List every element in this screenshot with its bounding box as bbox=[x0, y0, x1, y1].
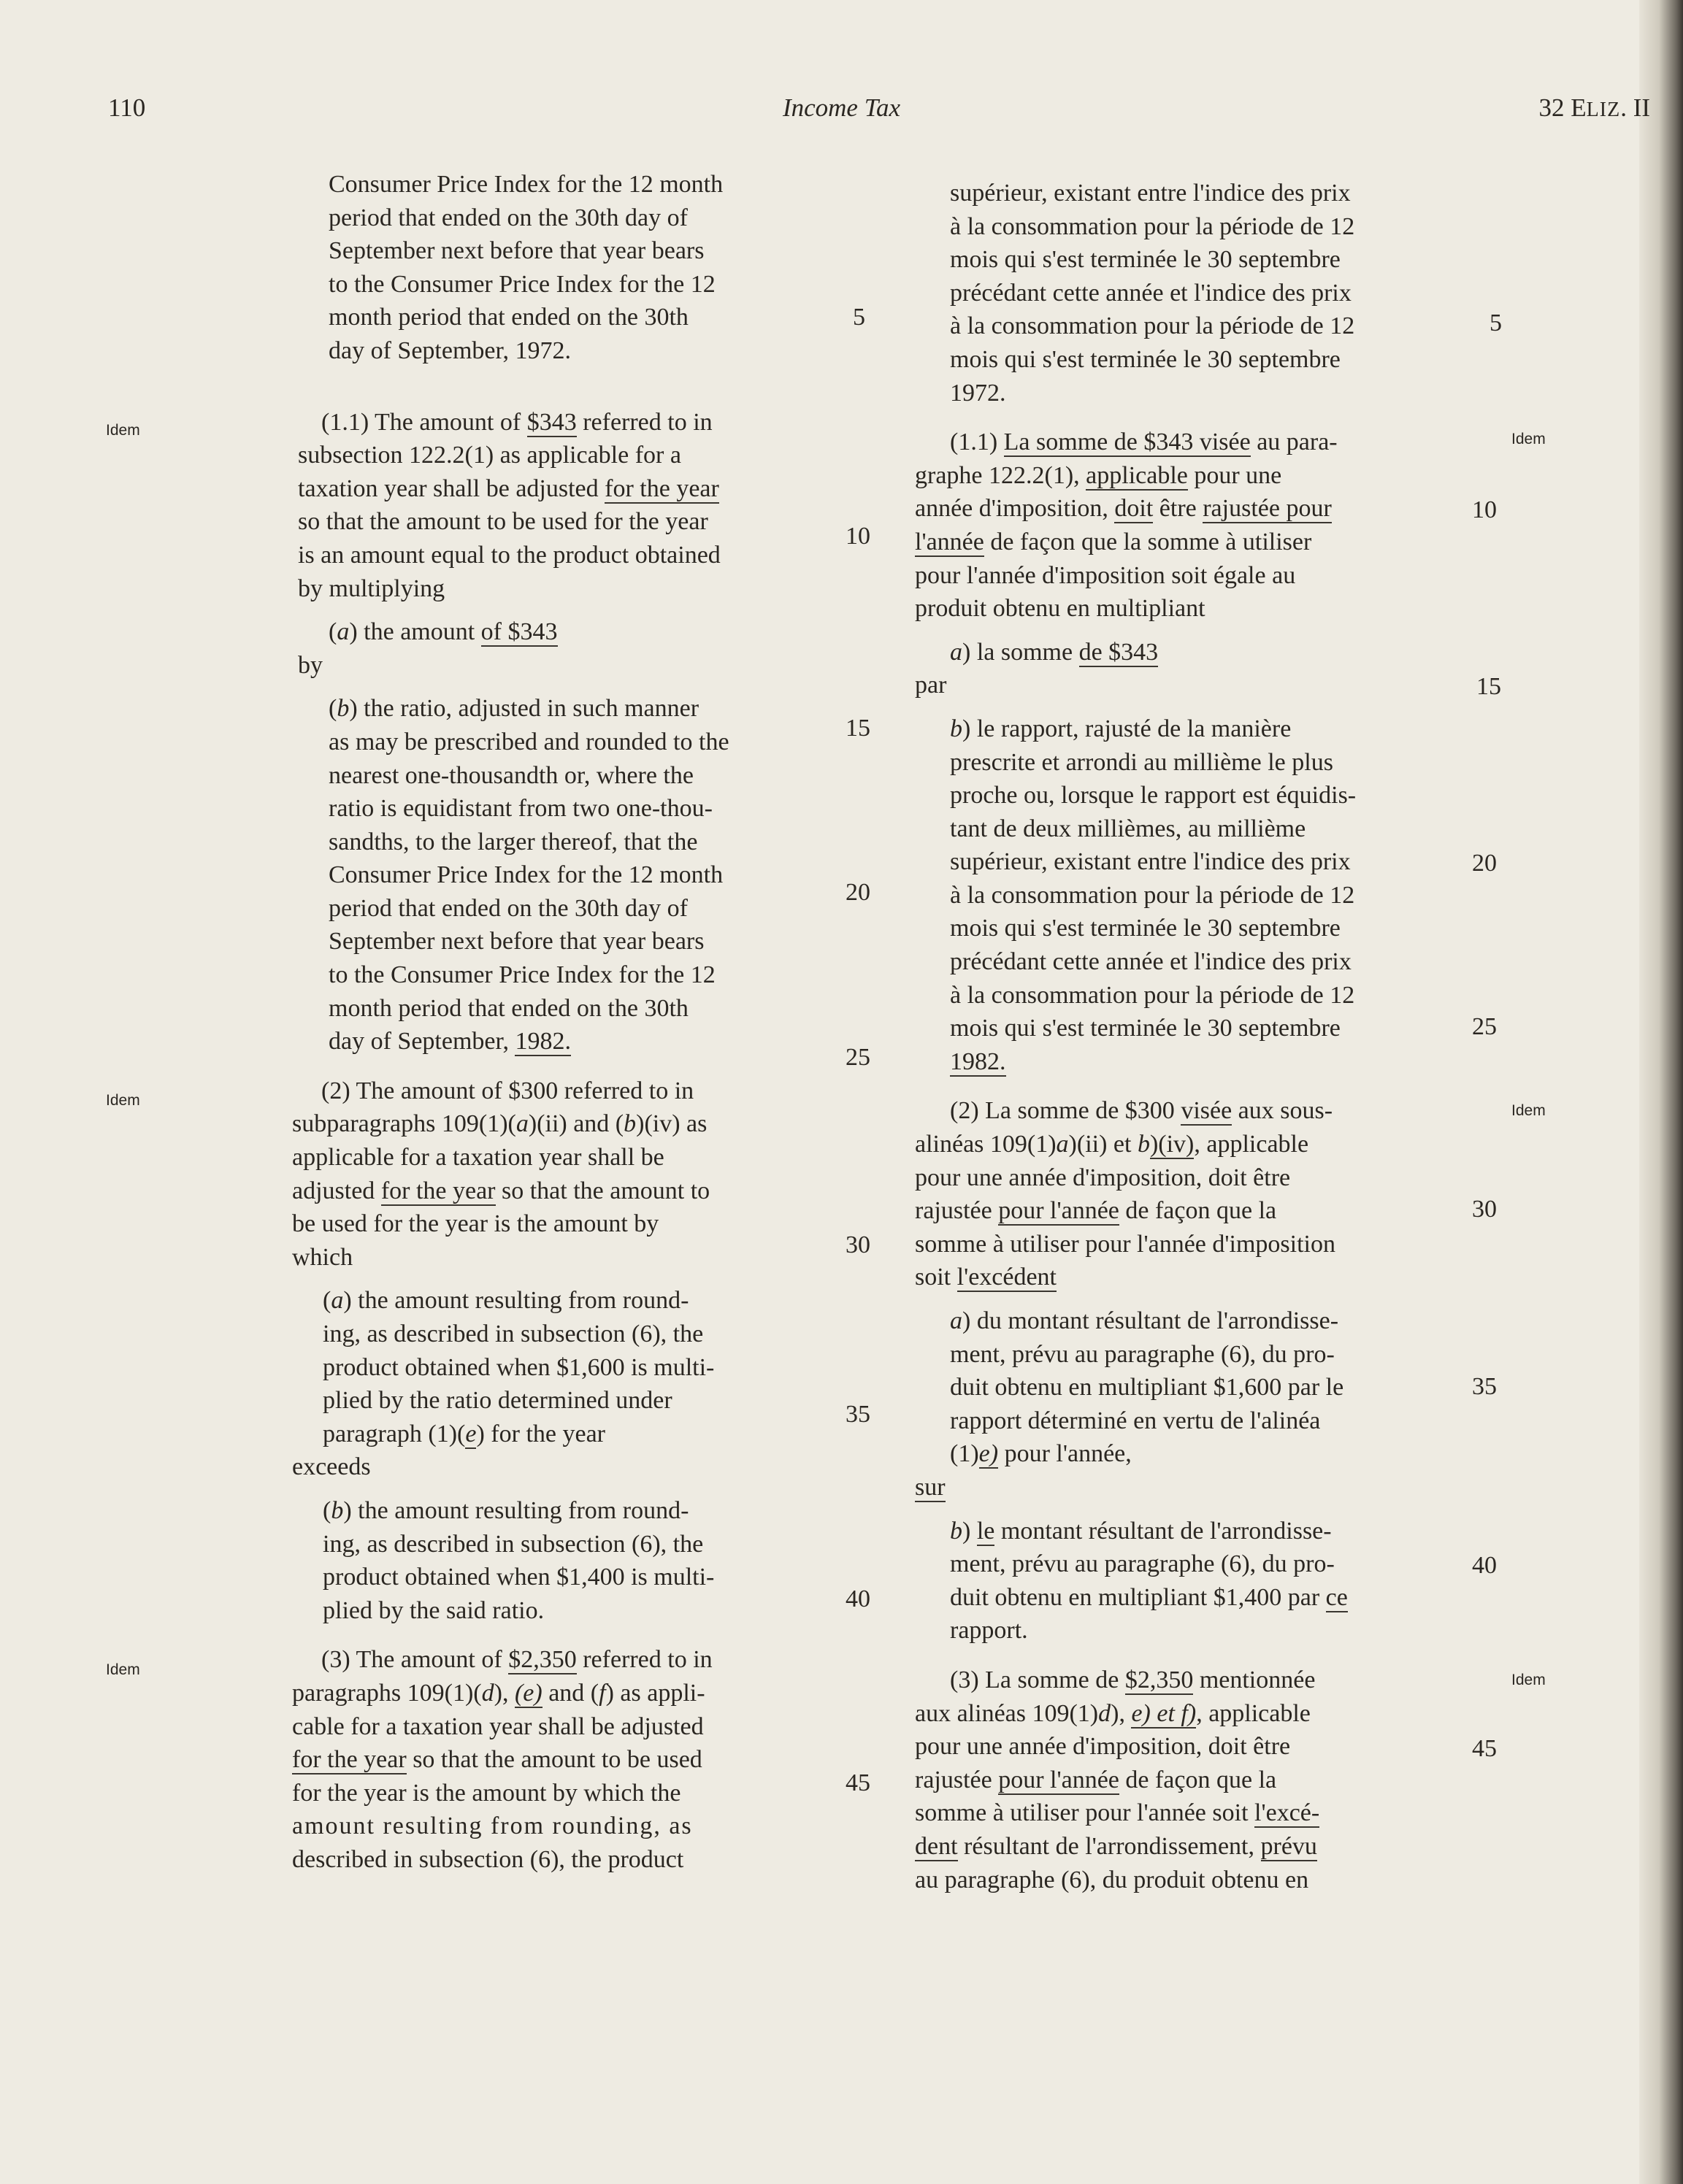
text-line: précédant cette année et l'indice des prix bbox=[950, 948, 1352, 976]
english-subsection-1-1 bbox=[292, 406, 876, 1058]
french-subsection-1-1 bbox=[915, 426, 1484, 1078]
margin-note-left-1: Idem bbox=[106, 422, 140, 439]
text-line: soit l'excédent bbox=[915, 1264, 1057, 1291]
text-line: taxation year shall be adjusted for the year bbox=[298, 474, 719, 502]
text-line: graphe 122.2(1), applicable pour une bbox=[915, 461, 1282, 489]
text-line: paragraphs 109(1)(d), (e) and (f) as appli- bbox=[292, 1679, 705, 1707]
line-number: 5 bbox=[1490, 309, 1502, 337]
text-line: a) du montant résultant de l'arrondisse- bbox=[950, 1307, 1339, 1334]
text-line: is an amount equal to the product obtained bbox=[298, 541, 721, 569]
text-line: by multiplying bbox=[298, 574, 445, 602]
text-line: paragraph (1)(e) for the year bbox=[323, 1420, 605, 1447]
text-line: rapport. bbox=[950, 1617, 1028, 1645]
text-line: cable for a taxation year shall be adjusted bbox=[292, 1712, 704, 1740]
line-number: 25 bbox=[846, 1044, 870, 1071]
text-line: to the Consumer Price Index for the 12 bbox=[329, 270, 716, 298]
text-line: which bbox=[292, 1243, 353, 1271]
text-line: Consumer Price Index for the 12 month bbox=[329, 861, 724, 889]
english-subsection-3 bbox=[292, 1643, 876, 1876]
line-number: 10 bbox=[846, 523, 870, 550]
text-line: ing, as described in subsection (6), the bbox=[323, 1320, 704, 1347]
text-line: pour l'année d'imposition soit égale au bbox=[915, 561, 1296, 589]
text-line: subsection 122.2(1) as applicable for a bbox=[298, 442, 681, 469]
line-number: 20 bbox=[846, 879, 870, 906]
text-line: Consumer Price Index for the 12 month bbox=[329, 171, 724, 198]
text-line: applicable for a taxation year shall be bbox=[292, 1144, 664, 1172]
text-line: so that the amount to be used for the year bbox=[298, 508, 708, 536]
text-line: product obtained when $1,400 is multi- bbox=[323, 1564, 715, 1591]
text-line: day of September, 1972. bbox=[329, 337, 571, 364]
text-line: (1.1) La somme de $343 visée au para- bbox=[950, 428, 1338, 456]
text-line: (a) the amount resulting from round- bbox=[323, 1287, 689, 1315]
text-line: rajustée pour l'année de façon que la bbox=[915, 1766, 1277, 1793]
text-line: (1.1) The amount of $343 referred to in bbox=[321, 408, 713, 436]
text-line: au paragraphe (6), du produit obtenu en bbox=[915, 1866, 1309, 1893]
text-line: as may be prescribed and rounded to the bbox=[329, 728, 729, 755]
text-line: rapport déterminé en vertu de l'alinéa bbox=[950, 1407, 1321, 1434]
line-number: 45 bbox=[846, 1769, 870, 1796]
page-number: 110 bbox=[108, 93, 146, 122]
french-subsection-2 bbox=[915, 1094, 1484, 1647]
text-line: à la consommation pour la période de 12 bbox=[950, 881, 1355, 909]
text-line: (1)e) pour l'année, bbox=[950, 1440, 1132, 1468]
text-line: (3) La somme de $2,350 mentionnée bbox=[950, 1666, 1316, 1693]
english-subsection-2 bbox=[292, 1074, 876, 1628]
page-title: Income Tax bbox=[782, 93, 901, 122]
text-line: period that ended on the 30th day of bbox=[329, 894, 688, 922]
text-line: duit obtenu en multipliant $1,400 par ce bbox=[950, 1583, 1348, 1611]
line-number: 15 bbox=[1476, 673, 1501, 700]
text-line: (2) The amount of $300 referred to in bbox=[321, 1077, 694, 1104]
line-number: 20 bbox=[1472, 850, 1497, 877]
text-line: for the year so that the amount to be used bbox=[292, 1746, 702, 1774]
text-line: supérieur, existant entre l'indice des prix bbox=[950, 180, 1351, 207]
text-line: sandths, to the larger thereof, that the bbox=[329, 828, 698, 855]
text-line: par bbox=[915, 672, 947, 699]
text-line: proche ou, lorsque le rapport est équidis- bbox=[950, 782, 1357, 810]
line-number: 40 bbox=[1472, 1552, 1497, 1579]
text-line: for the year is the amount by which the bbox=[292, 1779, 681, 1807]
text-line: b) le montant résultant de l'arrondisse- bbox=[950, 1517, 1332, 1545]
french-column bbox=[915, 177, 1484, 1896]
english-paragraph-continuation bbox=[292, 168, 876, 368]
text-line: somme à utiliser pour l'année soit l'excé- bbox=[915, 1799, 1320, 1827]
line-number: 30 bbox=[846, 1231, 870, 1258]
line-number: 10 bbox=[1472, 496, 1497, 523]
margin-note-right-3: Idem bbox=[1511, 1672, 1546, 1688]
text-line: September next before that year bears bbox=[329, 237, 705, 265]
text-line: l'année de façon que la somme à utiliser bbox=[915, 528, 1312, 555]
text-line: à la consommation pour la période de 12 bbox=[950, 212, 1355, 240]
text-line: sur bbox=[915, 1473, 946, 1501]
text-line: exceeds bbox=[292, 1453, 371, 1481]
line-number: 35 bbox=[846, 1401, 870, 1428]
text-line: (b) the amount resulting from round- bbox=[323, 1496, 689, 1524]
line-number: 45 bbox=[1472, 1735, 1497, 1762]
text-line: rajustée pour l'année de façon que la bbox=[915, 1197, 1277, 1225]
text-line: à la consommation pour la période de 12 bbox=[950, 312, 1355, 340]
text-line: be used for the year is the amount by bbox=[292, 1210, 659, 1238]
text-line: produit obtenu en multipliant bbox=[915, 595, 1205, 623]
text-line: prescrite et arrondi au millième le plus bbox=[950, 748, 1333, 776]
text-line: 1982. bbox=[950, 1047, 1006, 1075]
text-line: somme à utiliser pour l'année d'imposition bbox=[915, 1230, 1335, 1258]
text-line: pour une année d'imposition, doit être bbox=[915, 1164, 1291, 1191]
text-line: subparagraphs 109(1)(a)(ii) and (b)(iv) as bbox=[292, 1110, 708, 1138]
text-line: ment, prévu au paragraphe (6), du pro- bbox=[950, 1340, 1335, 1368]
text-line: précédant cette année et l'indice des prix bbox=[950, 279, 1352, 307]
text-line: b) le rapport, rajusté de la manière bbox=[950, 715, 1292, 742]
text-line: product obtained when $1,600 is multi- bbox=[323, 1353, 715, 1381]
line-number: 25 bbox=[1472, 1013, 1497, 1040]
text-line: a) la somme de $343 bbox=[950, 638, 1159, 666]
text-line: adjusted for the year so that the amount to bbox=[292, 1177, 710, 1204]
text-line: pour une année d'imposition, doit être bbox=[915, 1733, 1291, 1761]
text-line: à la consommation pour la période de 12 bbox=[950, 981, 1355, 1009]
margin-note-right-2: Idem bbox=[1511, 1102, 1546, 1119]
line-number: 40 bbox=[846, 1585, 870, 1612]
text-line: supérieur, existant entre l'indice des prix bbox=[950, 848, 1351, 876]
text-line: period that ended on the 30th day of bbox=[329, 204, 688, 231]
text-line: nearest one-thousandth or, where the bbox=[329, 761, 694, 789]
text-line: 1972. bbox=[950, 379, 1006, 407]
text-line: plied by the ratio determined under bbox=[323, 1387, 672, 1415]
english-column bbox=[292, 168, 876, 1877]
text-line: plied by the said ratio. bbox=[323, 1596, 545, 1624]
text-line: aux alinéas 109(1)d), e) et f), applicable bbox=[915, 1699, 1311, 1727]
text-line: to the Consumer Price Index for the 12 bbox=[329, 961, 716, 989]
text-line: ing, as described in subsection (6), the bbox=[323, 1530, 704, 1558]
text-line: alinéas 109(1)a)(ii) et b)(iv), applicable bbox=[915, 1131, 1309, 1158]
margin-note-left-2: Idem bbox=[106, 1092, 140, 1109]
text-line: (3) The amount of $2,350 referred to in bbox=[321, 1646, 713, 1674]
text-line: mois qui s'est terminée le 30 septembre bbox=[950, 345, 1341, 373]
page-edge-shadow bbox=[1639, 0, 1683, 2184]
line-number: 15 bbox=[846, 715, 870, 742]
text-line: tant de deux millièmes, au millième bbox=[950, 815, 1306, 842]
text-line: September next before that year bears bbox=[329, 928, 705, 956]
text-line: (b) the ratio, adjusted in such manner bbox=[329, 695, 699, 723]
text-line: month period that ended on the 30th bbox=[329, 994, 689, 1022]
text-line: by bbox=[298, 651, 323, 679]
text-line: ratio is equidistant from two one-thou- bbox=[329, 795, 713, 823]
text-line: duit obtenu en multipliant $1,600 par le bbox=[950, 1374, 1344, 1401]
text-line: ment, prévu au paragraphe (6), du pro- bbox=[950, 1550, 1335, 1578]
french-paragraph-continuation bbox=[915, 177, 1484, 410]
text-line: (a) the amount of $343 bbox=[329, 618, 558, 646]
text-line: (2) La somme de $300 visée aux sous- bbox=[950, 1097, 1333, 1125]
line-number: 5 bbox=[853, 304, 865, 331]
text-line: described in subsection (6), the product bbox=[292, 1845, 684, 1873]
line-number: 35 bbox=[1472, 1373, 1497, 1400]
text-line: mois qui s'est terminée le 30 septembre bbox=[950, 915, 1341, 942]
text-line: mois qui s'est terminée le 30 septembre bbox=[950, 1015, 1341, 1042]
text-line: amount resulting from rounding, as bbox=[292, 1812, 693, 1840]
text-line: année d'imposition, doit être rajustée pour bbox=[915, 495, 1332, 523]
margin-note-right-1: Idem bbox=[1511, 431, 1546, 447]
text-line: day of September, 1982. bbox=[329, 1028, 571, 1056]
text-line: month period that ended on the 30th bbox=[329, 304, 689, 331]
text-line: mois qui s'est terminée le 30 septembre bbox=[950, 246, 1341, 274]
text-line: dent résultant de l'arrondissement, prévu bbox=[915, 1832, 1317, 1860]
margin-note-left-3: Idem bbox=[106, 1661, 140, 1678]
statute-reference: 32 ELIZ. II bbox=[1538, 93, 1650, 122]
line-number: 30 bbox=[1472, 1196, 1497, 1223]
french-subsection-3 bbox=[915, 1664, 1484, 1896]
